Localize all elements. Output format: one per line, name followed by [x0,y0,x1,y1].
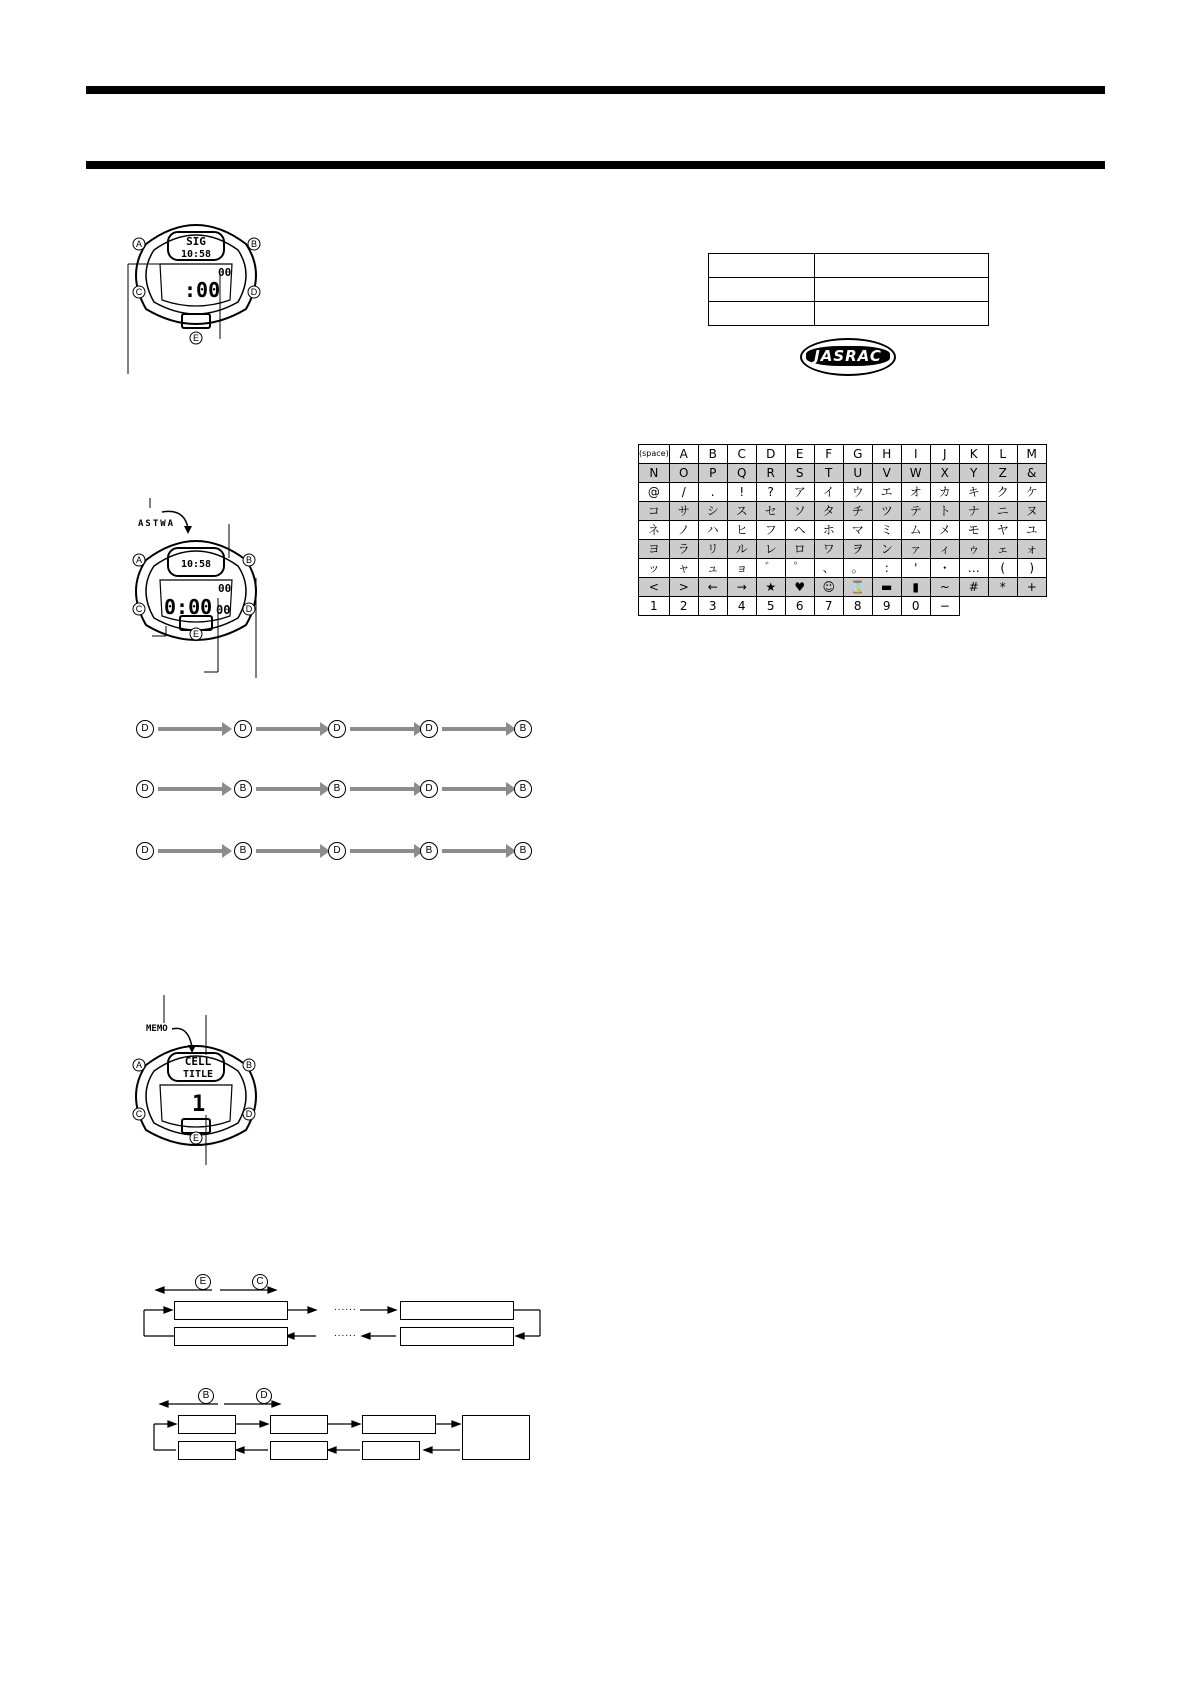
watch2-button-a: A [135,555,143,565]
character-cell: ケ [1017,483,1046,502]
character-cell: ← [698,578,727,597]
character-cell: エ [872,483,901,502]
character-cell: F [814,445,843,464]
flow2-box-bottom-2 [270,1441,328,1460]
character-cell: … [959,559,988,578]
watch3-button-a: A [135,1060,143,1070]
character-table-row [639,559,1047,578]
watch3-button-c: C [135,1109,143,1119]
character-cell: ク [988,483,1017,502]
character-cell: H [872,445,901,464]
character-cell: ャ [669,559,698,578]
seq1-arrow-4 [442,727,508,731]
seq3-btn-3: D [328,842,346,860]
character-table-row [639,521,1047,540]
character-cell: U [843,464,872,483]
character-cell: リ [698,540,727,559]
seq3-btn-5: B [514,842,532,860]
seq3-arrow-1 [158,849,224,853]
character-cell: 2 [669,597,698,616]
character-cell: Z [988,464,1017,483]
flow1-box-bottom-right [400,1327,514,1346]
character-cell: 3 [698,597,727,616]
watch1-display-main: :00 [184,278,221,302]
character-cell: & [1017,464,1046,483]
character-cell: # [959,578,988,597]
character-cell: J [930,445,959,464]
character-cell: → [727,578,756,597]
seq2-btn-2: B [234,780,252,798]
flow1-label-right: C [252,1274,268,1290]
character-cell: ッ [639,559,670,578]
character-cell: ' [901,559,930,578]
character-cell: ツ [872,502,901,521]
seq1-btn-4: D [420,720,438,738]
seq1-arrow-3 [350,727,416,731]
seq2-btn-3: B [328,780,346,798]
character-cell: S [785,464,814,483]
watch3-callout-label: MEMO [146,1024,168,1034]
character-cell: ヘ [785,521,814,540]
flow1-box-bottom-left [174,1327,288,1346]
character-cell: C [727,445,756,464]
watch2-button-c: C [135,604,143,614]
character-cell: X [930,464,959,483]
character-cell: ロ [785,540,814,559]
character-cell: N [639,464,670,483]
character-cell: ォ [1017,540,1046,559]
character-cell: ヒ [727,521,756,540]
seq2-arrow-4 [442,787,508,791]
watch2-button-b: B [245,555,253,565]
character-cell: Y [959,464,988,483]
watch3-display-main: 1 [192,1092,206,1117]
character-cell: 0 [901,597,930,616]
watch3-button-d: D [245,1109,253,1119]
character-cell: サ [669,502,698,521]
character-cell: > [669,578,698,597]
character-cell: ・ [930,559,959,578]
seq1-btn-2: D [234,720,252,738]
seq1-arrow-1 [158,727,224,731]
flow2-label-left: B [198,1388,214,1404]
character-cell: 7 [814,597,843,616]
song-table-cell [815,254,989,278]
character-cell: カ [930,483,959,502]
character-cell: コ [639,502,670,521]
character-cell: ハ [698,521,727,540]
character-cell: オ [901,483,930,502]
seq1-btn-3: D [328,720,346,738]
character-cell: ? [756,483,785,502]
character-cell: + [1017,578,1046,597]
seq2-btn-5: B [514,780,532,798]
character-cell: ス [727,502,756,521]
character-cell: ソ [785,502,814,521]
character-cell: K [959,445,988,464]
character-cell: ▮ [901,578,930,597]
flow1-dots-top: ...... [334,1302,357,1313]
watch1-button-d: D [250,287,258,297]
character-table-row [639,502,1047,521]
jasrac-logo-text: JASRAC [806,346,890,366]
watch2-display-main: 0:00 [164,595,213,619]
character-cell: * [988,578,1017,597]
song-table-row [709,278,989,302]
character-cell: ネ [639,521,670,540]
character-table-row [639,540,1047,559]
sequence-row-3 [136,842,536,862]
character-cell: テ [901,502,930,521]
character-cell: キ [959,483,988,502]
character-cell: ュ [698,559,727,578]
seq3-btn-1: D [136,842,154,860]
watch-illustration-1 [126,214,266,374]
character-cell: D [756,445,785,464]
watch2-callout-label: ASTWA [138,519,176,529]
character-cell: ナ [959,502,988,521]
seq3-arrow-3 [350,849,416,853]
character-cell: / [669,483,698,502]
character-table-row [639,464,1047,483]
seq1-btn-5: B [514,720,532,738]
character-cell: マ [843,521,872,540]
song-table-cell [709,302,815,326]
character-cell: ヨ [639,540,670,559]
character-cell: イ [814,483,843,502]
watch3-display-line2: TITLE [182,1069,214,1080]
character-cell-empty [959,597,988,616]
watch2-display-small: 00 [218,582,232,595]
song-table-cell [709,254,815,278]
flow2-box-bottom-3 [362,1441,420,1460]
character-cell: ▬ [872,578,901,597]
character-cell: ~ [930,578,959,597]
song-table-row [709,254,989,278]
sequence-row-1 [136,720,536,740]
watch1-button-b: B [250,239,258,249]
song-table-cell [709,278,815,302]
character-table-row [639,445,1047,464]
character-cell: ウ [843,483,872,502]
character-cell: ★ [756,578,785,597]
character-cell: G [843,445,872,464]
character-cell: 5 [756,597,785,616]
character-cell: ァ [901,540,930,559]
character-cell: ノ [669,521,698,540]
flow2-box-end [462,1415,530,1460]
flow2-box-top-1 [178,1415,236,1434]
watch-illustration-3 [126,995,276,1165]
seq3-btn-2: B [234,842,252,860]
song-table-row [709,302,989,326]
character-cell: ィ [930,540,959,559]
character-cell: ヌ [1017,502,1046,521]
watch1-display-time: 10:58 [180,249,212,260]
character-table [638,444,1047,616]
character-cell: ワ [814,540,843,559]
character-cell: E [785,445,814,464]
watch2-button-d: D [245,604,253,614]
watch1-button-c: C [135,287,143,297]
character-cell: チ [843,502,872,521]
character-cell: 9 [872,597,901,616]
character-cell: ェ [988,540,1017,559]
song-table [708,253,989,326]
character-cell: ゜ [785,559,814,578]
character-cell: ン [872,540,901,559]
character-cell: セ [756,502,785,521]
character-cell: 。 [843,559,872,578]
character-cell: O [669,464,698,483]
character-cell: ム [901,521,930,540]
flow2-label-right: D [256,1388,272,1404]
seq1-btn-1: D [136,720,154,738]
character-cell: . [698,483,727,502]
character-cell: ョ [727,559,756,578]
character-cell: ホ [814,521,843,540]
watch1-display-top: SIG [186,235,206,248]
flow1-dots-bottom: ...... [334,1328,357,1339]
character-cell: ル [727,540,756,559]
character-cell: W [901,464,930,483]
character-cell: ⌛ [843,578,872,597]
character-table-row [639,578,1047,597]
character-cell: 4 [727,597,756,616]
character-cell: @ [639,483,670,502]
seq3-arrow-2 [256,849,322,853]
character-cell: 8 [843,597,872,616]
character-cell: P [698,464,727,483]
seq3-arrow-4 [442,849,508,853]
watch1-display-small: 00 [218,266,232,279]
song-table-cell [815,302,989,326]
seq1-arrow-2 [256,727,322,731]
character-cell: ト [930,502,959,521]
character-cell: ラ [669,540,698,559]
character-cell: T [814,464,843,483]
seq3-btn-4: B [420,842,438,860]
character-cell: メ [930,521,959,540]
watch2-display-time: 10:58 [180,559,212,570]
watch3-display-line1: CELL [184,1055,212,1068]
character-cell: シ [698,502,727,521]
character-cell: ア [785,483,814,502]
seq2-btn-4: D [420,780,438,798]
character-cell: ( [988,559,1017,578]
character-cell: モ [959,521,988,540]
character-cell: 1 [639,597,670,616]
character-cell: B [698,445,727,464]
character-cell: (space) [639,445,670,464]
character-cell: R [756,464,785,483]
character-cell: Q [727,464,756,483]
seq2-btn-1: D [136,780,154,798]
character-cell: フ [756,521,785,540]
character-cell: レ [756,540,785,559]
character-cell: ヲ [843,540,872,559]
character-cell: − [930,597,959,616]
watch-illustration-2 [126,498,276,678]
character-table-row [639,597,1047,616]
character-cell: タ [814,502,843,521]
flow1-box-top-right [400,1301,514,1320]
song-table-cell [815,278,989,302]
watch2-button-e: E [192,629,200,639]
jasrac-logo [800,338,896,376]
character-cell: < [639,578,670,597]
character-cell: I [901,445,930,464]
seq2-arrow-1 [158,787,224,791]
watch1-button-e: E [192,333,200,343]
watch1-button-a: A [135,239,143,249]
character-cell: ゥ [959,540,988,559]
character-cell: ゛ [756,559,785,578]
header-rule-top [86,86,1105,94]
watch2-display-main-sec: 00 [216,603,231,617]
character-cell: ) [1017,559,1046,578]
character-table-row [639,483,1047,502]
character-cell: ☺ [814,578,843,597]
sequence-row-2 [136,780,536,800]
flow1-label-left: E [195,1274,211,1290]
character-cell: V [872,464,901,483]
character-cell-empty [988,597,1017,616]
character-cell: 、 [814,559,843,578]
character-cell-empty [1017,597,1046,616]
character-cell: ニ [988,502,1017,521]
flow2-box-top-2 [270,1415,328,1434]
header-rule-bottom [86,161,1105,169]
character-cell: M [1017,445,1046,464]
watch3-button-e: E [192,1133,200,1143]
character-cell: ♥ [785,578,814,597]
seq2-arrow-2 [256,787,322,791]
character-cell: ! [727,483,756,502]
character-cell: : [872,559,901,578]
watch3-button-b: B [245,1060,253,1070]
seq2-arrow-3 [350,787,416,791]
flow2-box-top-3 [362,1415,436,1434]
flow1-box-top-left [174,1301,288,1320]
character-cell: A [669,445,698,464]
character-cell: L [988,445,1017,464]
character-cell: 6 [785,597,814,616]
character-cell: ユ [1017,521,1046,540]
flow2-box-bottom-1 [178,1441,236,1460]
character-cell: ヤ [988,521,1017,540]
character-cell: ミ [872,521,901,540]
